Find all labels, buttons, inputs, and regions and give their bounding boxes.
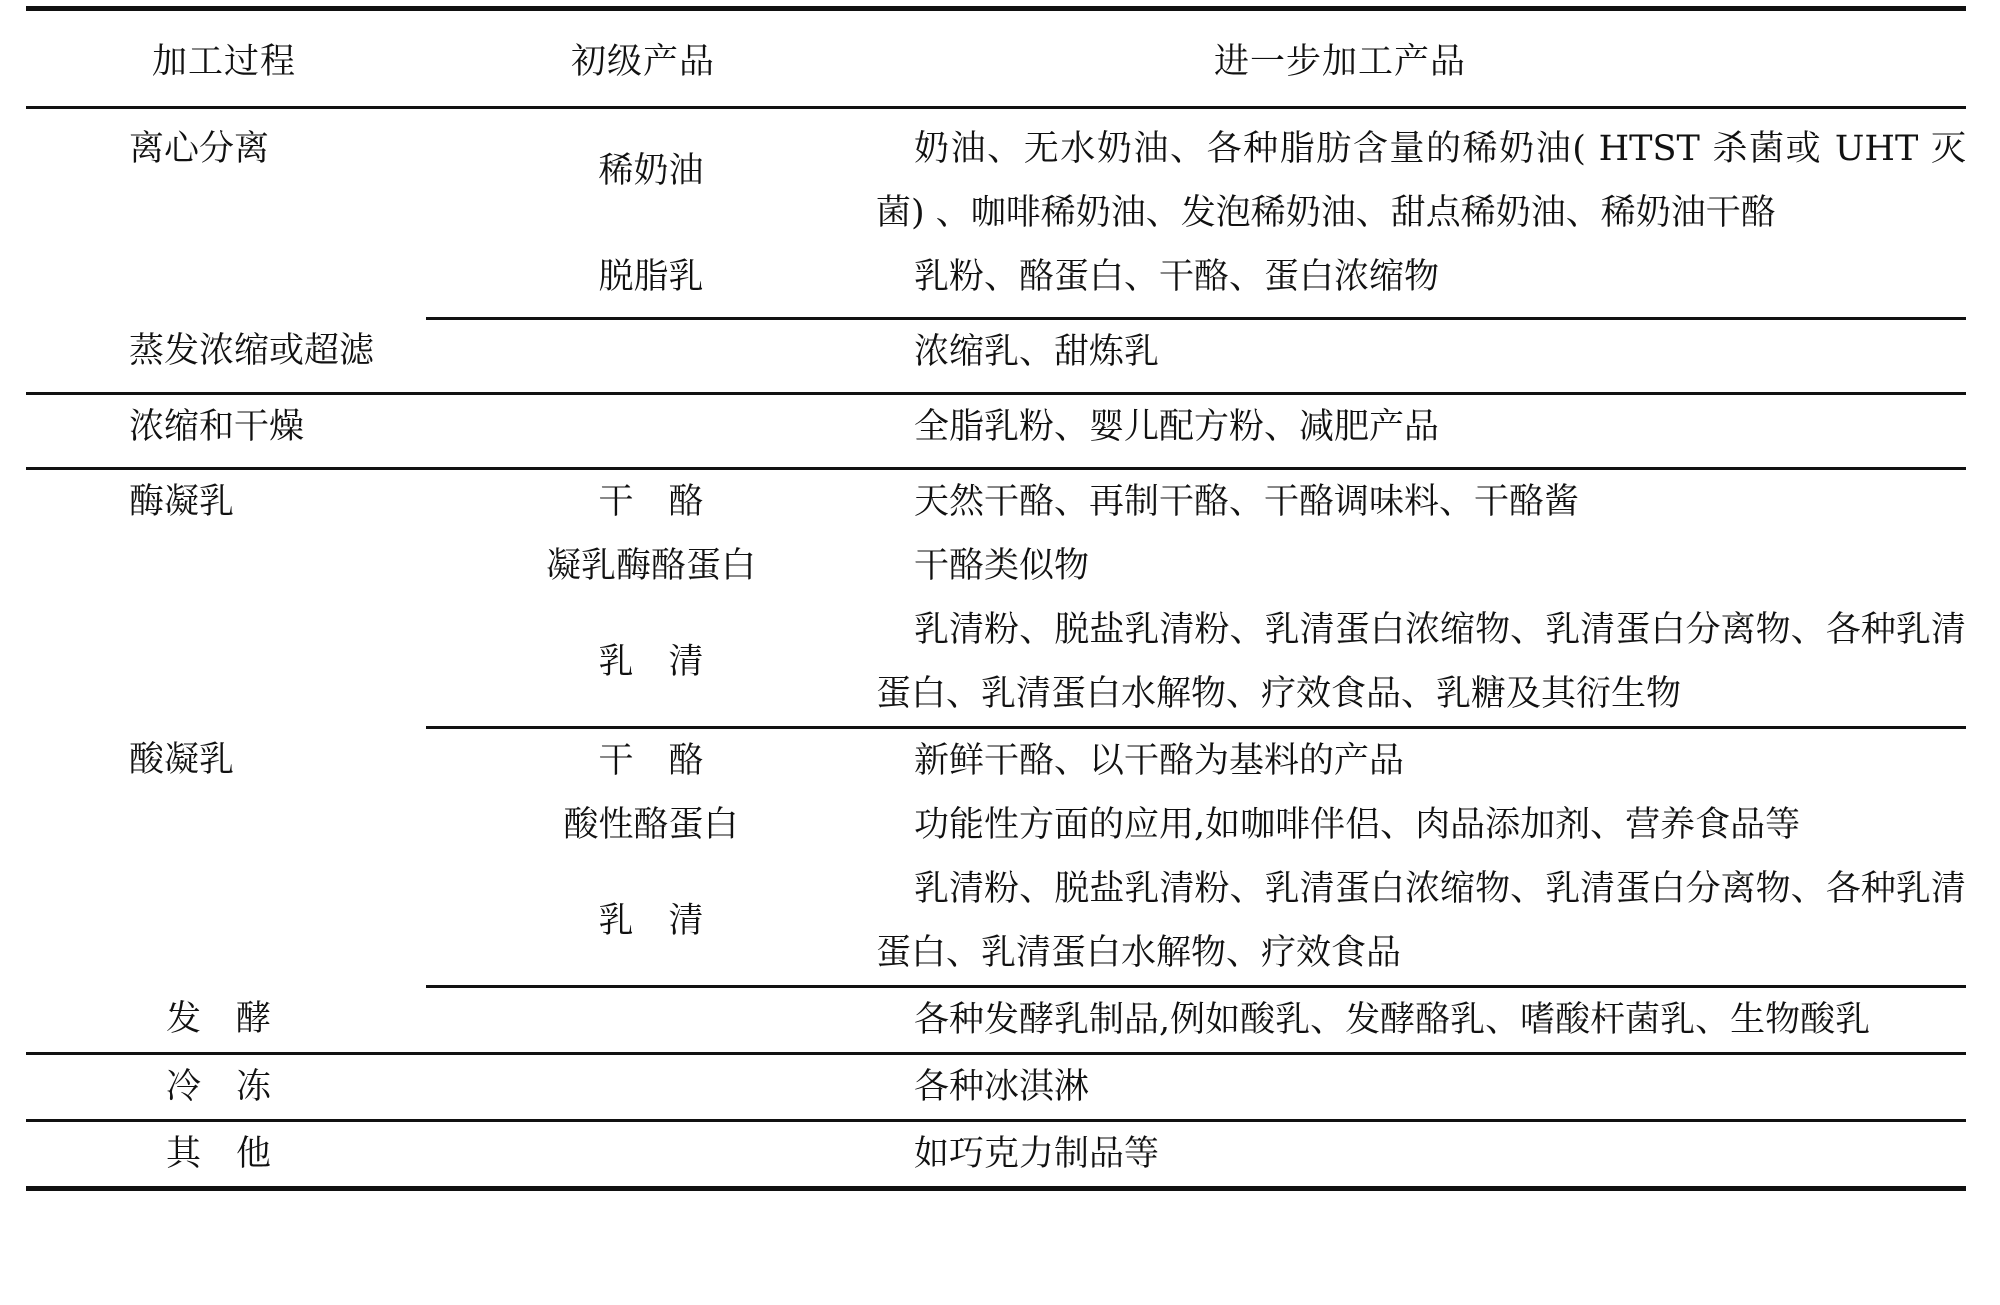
primary-cell bbox=[426, 728, 876, 794]
product-cell: 各种发酵乳制品,例如酸乳、发酵酪乳、嗜酸杆菌乳、生物酸乳 bbox=[876, 987, 1966, 1054]
dairy-processing-table bbox=[26, 6, 1966, 1191]
table-row bbox=[26, 1121, 1966, 1189]
primary-cell bbox=[426, 394, 876, 469]
dairy-processing-table-wrapper bbox=[26, 6, 1966, 1191]
process-cell: 酶凝乳 bbox=[129, 482, 235, 522]
primary-cell bbox=[426, 245, 876, 319]
primary-label: 凝乳酶酪蛋白 bbox=[545, 546, 756, 586]
process-cell: 蒸发浓缩或超滤 bbox=[26, 319, 426, 394]
table-row bbox=[26, 987, 1966, 1054]
primary-cell bbox=[426, 108, 876, 246]
process-cell: 发 酵 bbox=[26, 987, 426, 1054]
primary-label: 干 酪 bbox=[598, 741, 704, 781]
primary-cell bbox=[426, 987, 876, 1054]
product-cell: 全脂乳粉、婴儿配方粉、减肥产品 bbox=[876, 394, 1966, 469]
primary-cell bbox=[426, 598, 876, 728]
primary-cell bbox=[426, 1121, 876, 1189]
primary-cell bbox=[426, 857, 876, 987]
table-row bbox=[26, 394, 1966, 469]
primary-label: 乳 清 bbox=[598, 642, 704, 682]
product-cell: 奶油、无水奶油、各种脂肪含量的稀奶油( HTST 杀菌或 UHT 灭菌) 、咖啡稀奶油、发泡稀奶油、甜点稀奶油、稀奶油干酪 bbox=[876, 129, 1966, 233]
header-primary-product: 初级产品 bbox=[426, 9, 876, 108]
primary-cell bbox=[426, 319, 876, 394]
product-cell: 乳清粉、脱盐乳清粉、乳清蛋白浓缩物、乳清蛋白分离物、各种乳清蛋白、乳清蛋白水解物、疗效食品、乳糖及其衍生物 bbox=[876, 598, 1966, 728]
primary-cell bbox=[426, 793, 876, 857]
table-row bbox=[26, 728, 1966, 794]
primary-cell bbox=[426, 1054, 876, 1121]
process-cell: 其 他 bbox=[166, 1134, 272, 1174]
product-cell: 乳清粉、脱盐乳清粉、乳清蛋白浓缩物、乳清蛋白分离物、各种乳清蛋白、乳清蛋白水解物、疗效食品 bbox=[876, 857, 1966, 987]
table-header-row bbox=[26, 9, 1966, 108]
table-row bbox=[26, 469, 1966, 535]
product-cell: 各种冰淇淋 bbox=[876, 1054, 1966, 1121]
primary-label: 脱脂乳 bbox=[598, 257, 704, 297]
table-row bbox=[26, 108, 1966, 246]
product-cell: 功能性方面的应用,如咖啡伴侣、肉品添加剂、营养食品等 bbox=[914, 805, 1801, 845]
primary-label: 干 酪 bbox=[598, 482, 704, 522]
process-cell: 离心分离 bbox=[129, 129, 270, 169]
product-cell: 浓缩乳、甜炼乳 bbox=[876, 319, 1966, 394]
product-cell: 乳粉、酪蛋白、干酪、蛋白浓缩物 bbox=[876, 245, 1966, 319]
header-process: 加工过程 bbox=[26, 9, 426, 108]
header-further-product: 进一步加工产品 bbox=[876, 9, 1966, 108]
primary-cell bbox=[426, 534, 876, 598]
process-cell: 酸凝乳 bbox=[129, 739, 235, 780]
primary-cell bbox=[426, 469, 876, 535]
product-cell: 新鲜干酪、以干酪为基料的产品 bbox=[914, 741, 1405, 781]
process-cell: 浓缩和干燥 bbox=[26, 394, 426, 469]
primary-label: 乳 清 bbox=[598, 901, 704, 941]
primary-label: 酸性酪蛋白 bbox=[563, 805, 739, 845]
process-cell: 冷 冻 bbox=[26, 1054, 426, 1121]
table-row bbox=[26, 319, 1966, 394]
table-row bbox=[26, 1054, 1966, 1121]
product-cell: 如巧克力制品等 bbox=[914, 1134, 1160, 1174]
product-cell: 天然干酪、再制干酪、干酪调味料、干酪酱 bbox=[914, 482, 1580, 522]
primary-label: 稀奶油 bbox=[598, 151, 704, 191]
product-cell: 干酪类似物 bbox=[914, 546, 1090, 586]
